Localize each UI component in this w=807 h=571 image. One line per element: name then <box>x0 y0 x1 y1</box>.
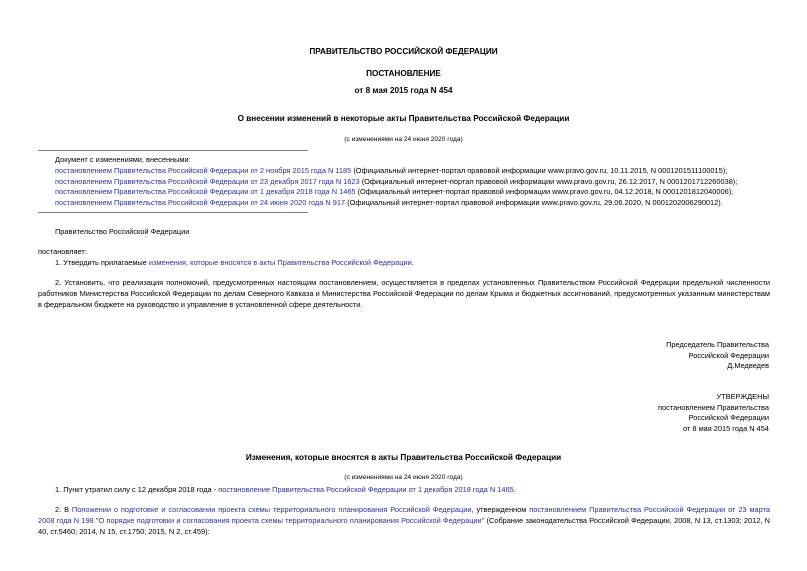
bottom-divider <box>38 212 308 213</box>
change-source: (Официальный интернет-портал правовой информации www.pravo.gov.ru, 29.06.2020, N 0001202006290012). <box>345 198 723 207</box>
change-source: (Официальный интернет-портал правовой информации www.pravo.gov.ru, 04.12.2018, N 0001201812040006); <box>355 187 734 196</box>
item2-prefix: 2. В <box>55 505 72 514</box>
item1-prefix: 1. Пункт утратил силу с 12 декабря 2018 года - <box>55 485 219 494</box>
changes-item-1 <box>55 485 516 494</box>
item2-link-regulation[interactable]: Положении о подготовке и согласовании проекта схемы территориального планирования Российской Федерации <box>71 505 472 514</box>
item1-suffix: . <box>513 485 516 494</box>
change-item <box>55 177 737 186</box>
p1-link[interactable]: изменения, которые вносятся в акты Правительства Российской Федерации <box>148 258 412 267</box>
government-title: ПРАВИТЕЛЬСТВО РОССИЙСКОЙ ФЕДЕРАЦИИ <box>309 47 498 56</box>
resolves-line: постановляет: <box>38 247 87 256</box>
changes-intro: Документ с изменениями, внесенными: <box>55 155 191 164</box>
changes-title: Изменения, которые вносятся в акты Правительства Российской Федерации <box>245 453 562 462</box>
change-source: (Официальный интернет-портал правовой информации www.pravo.gov.ru, 10.11.2015, N 0001201511100015); <box>351 166 728 175</box>
changes-item-2 <box>38 504 770 537</box>
signature-name: Д.Медведев <box>727 361 769 370</box>
changes-revision: (с изменениями на 24 июня 2020 года) <box>344 474 463 481</box>
doc-date-number: от 8 мая 2015 года N 454 <box>354 86 453 95</box>
change-link[interactable]: постановлением Правительства Российской Федерации от 24 июня 2020 года N 917 <box>55 198 346 207</box>
change-item <box>55 187 733 196</box>
item2-suffix: (Собрание законодательства Российской Федерации, 2008, N 13, ст.1303; 2012, N 40, ст.5460; 2014, N 15, ст.1750; 2015, N 2, ст.459): <box>38 516 770 536</box>
paragraph-2: 2. Установить, что реализация полномочий, предусмотренных настоящим постановлением, осуществляется в пределах установленных Правительством Российской Федерации предельной численности работников Министерства Российской Федерации по делам Северного Кавказа и Министерства Российской Федерации по делам Крыма и бюджетных ассигнований, предусмотренных указанным министерствам в федеральном бюджете на руководство и управление в установленной сфере деятельности. <box>38 278 770 309</box>
approved-country: Российской Федерации <box>688 413 769 422</box>
approved-date: от 8 мая 2015 года N 454 <box>683 424 769 433</box>
government-line: Правительство Российской Федерации <box>55 227 190 236</box>
paragraph-1 <box>55 258 414 267</box>
item1-link[interactable]: постановление Правительства Российской Федерации от 1 декабря 2018 года N 1465 <box>218 485 514 494</box>
top-divider <box>38 150 308 151</box>
change-item <box>55 166 727 175</box>
doc-title: О внесении изменений в некоторые акты Правительства Российской Федерации <box>237 114 570 123</box>
signature-country: Российской Федерации <box>688 351 769 360</box>
approved-by: постановлением Правительства <box>658 403 769 412</box>
signature-position: Председатель Правительства <box>666 340 769 349</box>
item2-mid: , утвержденном <box>471 505 530 514</box>
change-link[interactable]: постановлением Правительства Российской Федерации от 23 декабря 2017 года N 1623 <box>55 177 360 186</box>
doc-type: ПОСТАНОВЛЕНИЕ <box>366 69 441 78</box>
item2-link-resolution[interactable]: постановлением Правительства Российской Федерации от 23 марта 2008 года N 198 "О порядке подготовки и согласования проекта схемы территориального планирования Российской Федерации" <box>38 505 771 525</box>
p1-suffix: . <box>411 258 414 267</box>
revision-note: (с изменениями на 24 июня 2020 года) <box>344 136 463 143</box>
change-item <box>55 198 723 207</box>
change-source: (Официальный интернет-портал правовой информации www.pravo.gov.ru, 26.12.2017, N 0001201712260038); <box>359 177 738 186</box>
change-link[interactable]: постановлением Правительства Российской Федерации от 2 ноября 2015 года N 1185 <box>55 166 352 175</box>
change-link[interactable]: постановлением Правительства Российской Федерации от 1 декабря 2018 года N 1465 <box>55 187 356 196</box>
p1-prefix: 1. Утвердить прилагаемые <box>55 258 149 267</box>
approved-label: УТВЕРЖДЕНЫ <box>716 392 769 401</box>
